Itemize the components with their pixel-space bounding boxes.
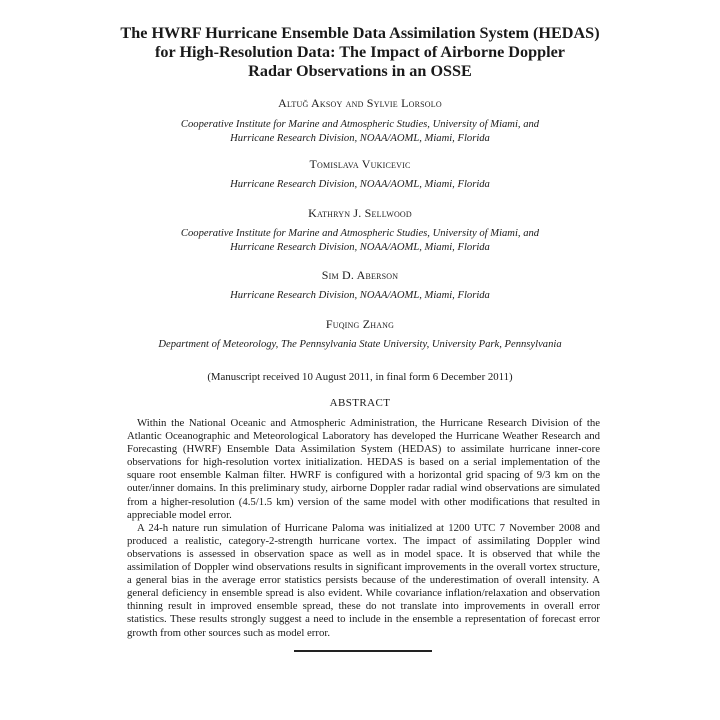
abstract-body <box>127 417 600 640</box>
abstract-paragraph: A 24-h nature run simulation of Hurricane Paloma was initialized at 1200 UTC 7 November 2008 and produced a realistic, category-2-strength hurricane vortex. The impact of assimilating Doppler wind observations is assessed in observation space as well as in model space. It is observed that while the assimilation of Doppler wind observations results in significant improvements in the overall vortex structure, a general bias in the average error statistics persists because of the underestimation of overall intensity. A general deficiency in ensemble spread is also evident. While covariance inflation/relaxation and observation thinning result in improved ensemble spread, these do not translate into improvements in overall error statistics. These results strongly suggest a need to include in the ensemble a representation of forecast error growth from other sources such as model error. <box>127 521 600 639</box>
affiliation-line: Department of Meteorology, The Pennsylvania State University, University Park, Pennsylvania <box>158 339 562 350</box>
title-line-2: for High-Resolution Data: The Impact of Airborne Doppler <box>155 43 565 61</box>
author-names-3: Kathryn J. Sellwood <box>308 206 412 220</box>
title-line-3: Radar Observations in an OSSE <box>248 62 472 80</box>
affiliation-line: Hurricane Research Division, NOAA/AOML, Miami, Florida <box>230 133 490 144</box>
affiliation-line: Hurricane Research Division, NOAA/AOML, Miami, Florida <box>230 290 490 301</box>
author-affiliation-2 <box>0 178 720 192</box>
paper-title <box>60 24 660 81</box>
author-names-2: Tomislava Vukicevic <box>309 157 411 171</box>
abstract-heading: ABSTRACT <box>329 397 391 409</box>
affiliation-line: Cooperative Institute for Marine and Atmospheric Studies, University of Miami, and <box>180 228 540 239</box>
affiliation-line: Hurricane Research Division, NOAA/AOML, Miami, Florida <box>230 242 490 253</box>
affiliation-line: Hurricane Research Division, NOAA/AOML, Miami, Florida <box>230 179 490 190</box>
title-line-1: The HWRF Hurricane Ensemble Data Assimilation System (HEDAS) <box>120 24 600 42</box>
author-affiliation-1 <box>0 118 720 146</box>
author-names-4: Sim D. Aberson <box>321 268 399 282</box>
author-affiliation-3 <box>0 227 720 255</box>
author-affiliation-4 <box>0 289 720 303</box>
abstract-paragraph: Within the National Oceanic and Atmospheric Administration, the Hurricane Research Division of the Atlantic Oceanographic and Meteorological Laboratory has developed the Hurricane Weather Research and Forecasting (HWRF) Ensemble Data Assimilation System (HEDAS) to assimilate hurricane inner-core observations for high-resolution vortex initialization. HEDAS is based on a serial implementation of the square root ensemble Kalman filter. HWRF is configured with a horizontal grid spacing of 9/3 km on the outer/inner domains. In this preliminary study, airborne Doppler radar radial wind observations are simulated from a higher-resolution (4.5/1.5 km) version of the same model with other modifications that resulted in appreciable model error. <box>127 417 600 521</box>
section-divider <box>294 650 432 652</box>
manuscript-received-note: (Manuscript received 10 August 2011, in final form 6 December 2011) <box>207 371 513 383</box>
author-names-1: Altuğ Aksoy and Sylvie Lorsolo <box>278 96 442 110</box>
affiliation-line: Cooperative Institute for Marine and Atmospheric Studies, University of Miami, and <box>180 119 540 130</box>
author-affiliation-5 <box>0 338 720 352</box>
author-names-5: Fuqing Zhang <box>325 317 395 331</box>
